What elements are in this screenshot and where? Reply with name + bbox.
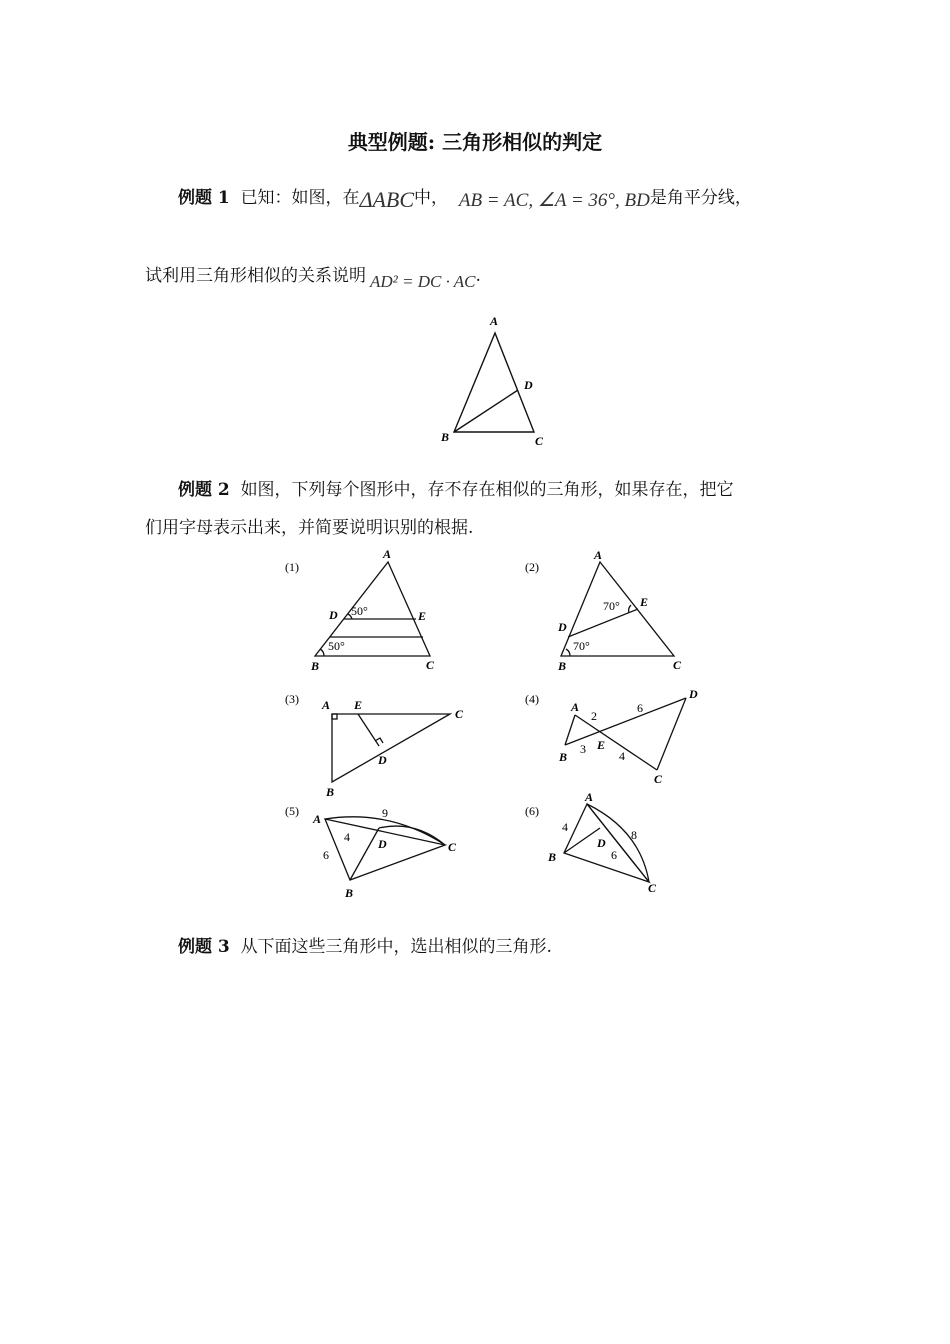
example1-label: 例题 1 (178, 188, 230, 208)
fig5-point-a: A (313, 812, 322, 826)
fig4-length-ed: 6 (637, 701, 643, 715)
figure-2-tag: (2) (525, 560, 539, 574)
fig4-point-e: E (597, 738, 606, 752)
figure-5-tag: (5) (285, 804, 299, 818)
example1-line1 (178, 186, 752, 212)
figure-6 (525, 790, 657, 895)
fig1-point-c: C (426, 658, 435, 672)
point-a-label: A (490, 314, 499, 328)
fig4-length-ae: 2 (591, 709, 597, 723)
point-b-label: B (441, 430, 450, 444)
fig1-point-e: E (418, 609, 427, 623)
fig4-point-b: B (559, 750, 568, 764)
fig5-length-ab: 6 (323, 848, 329, 862)
figure-3 (285, 692, 464, 799)
fig2-angle-upper: 70° (603, 599, 620, 613)
fig6-point-c: C (648, 881, 657, 895)
example1-text-d: 试利用三角形相似的关系说明 (145, 266, 366, 286)
figure-2 (525, 548, 682, 673)
example2-figures (280, 545, 720, 905)
figure-4 (525, 687, 698, 786)
fig1-angle-lower: 50° (328, 639, 345, 653)
example1-math-goal: AD² = DC · AC (370, 272, 476, 291)
fig6-point-a: A (585, 790, 594, 804)
point-c-label: C (535, 434, 544, 448)
point-d-label: D (524, 378, 533, 392)
fig4-point-d: D (689, 687, 698, 701)
fig6-length-ab: 4 (562, 820, 568, 834)
figure-1-tag: (1) (285, 560, 299, 574)
fig6-length-dc: 6 (611, 848, 617, 862)
fig3-point-b: B (326, 785, 335, 799)
fig2-point-d: D (558, 620, 567, 634)
fig1-point-a: A (383, 547, 392, 561)
example1-figure (430, 308, 560, 448)
fig3-point-a: A (322, 698, 331, 712)
example1-text-e: . (475, 266, 481, 286)
fig5-point-c: C (448, 840, 457, 854)
fig4-length-be: 3 (580, 742, 586, 756)
fig2-angle-lower: 70° (573, 639, 590, 653)
fig6-point-b: B (548, 850, 557, 864)
fig3-point-e: E (354, 698, 363, 712)
example2-line2: 们用字母表示出来，并简要说明识别的根据. (145, 518, 474, 538)
fig1-angle-upper: 50° (351, 604, 368, 618)
figure-5 (285, 804, 457, 900)
fig3-point-c: C (455, 707, 464, 721)
fig4-length-ec: 4 (619, 749, 625, 763)
fig5-point-b: B (345, 886, 354, 900)
fig4-point-a: A (571, 700, 580, 714)
example3-text: 从下面这些三角形中，选出相似的三角形. (240, 937, 552, 957)
triangle-abc (454, 333, 534, 432)
fig5-length-ad: 4 (344, 830, 350, 844)
fig5-point-d: D (378, 837, 387, 851)
fig2-point-b: B (558, 659, 567, 673)
example3-label: 例题 3 (178, 937, 230, 957)
example2-label: 例题 2 (178, 480, 230, 500)
figure-4-tag: (4) (525, 692, 539, 706)
figure-3-tag: (3) (285, 692, 299, 706)
figure-6-tag: (6) (525, 804, 539, 818)
fig1-point-d: D (329, 608, 338, 622)
fig3-point-d: D (378, 753, 387, 767)
example1-text-b: 中， (414, 188, 449, 208)
figure-1 (285, 547, 435, 673)
example1-line2 (145, 266, 481, 291)
example1-math-given: AB = AC, ∠A = 36°, BD (458, 190, 650, 211)
fig5-length-ac: 9 (382, 806, 388, 820)
fig4-point-c: C (654, 772, 663, 786)
fig2-point-c: C (673, 658, 682, 672)
fig1-point-b: B (311, 659, 320, 673)
fig6-length-ac: 8 (631, 828, 637, 842)
fig2-point-a: A (594, 548, 603, 562)
page-title: 典型例题: 三角形相似的判定 (347, 130, 603, 154)
example3-line (178, 937, 552, 957)
example1-text-c: 是角平分线， (649, 188, 752, 208)
example1-math-triangle: ΔABC (359, 187, 415, 212)
example2-line1 (178, 480, 734, 500)
fig6-point-d: D (597, 836, 606, 850)
example2-line1-text: 如图，下列每个图形中，存不存在相似的三角形，如果存在，把它 (240, 480, 734, 500)
example1-text-a: 已知：如图，在 (240, 188, 360, 208)
fig2-point-e: E (640, 595, 649, 609)
segment-bd (454, 390, 518, 432)
